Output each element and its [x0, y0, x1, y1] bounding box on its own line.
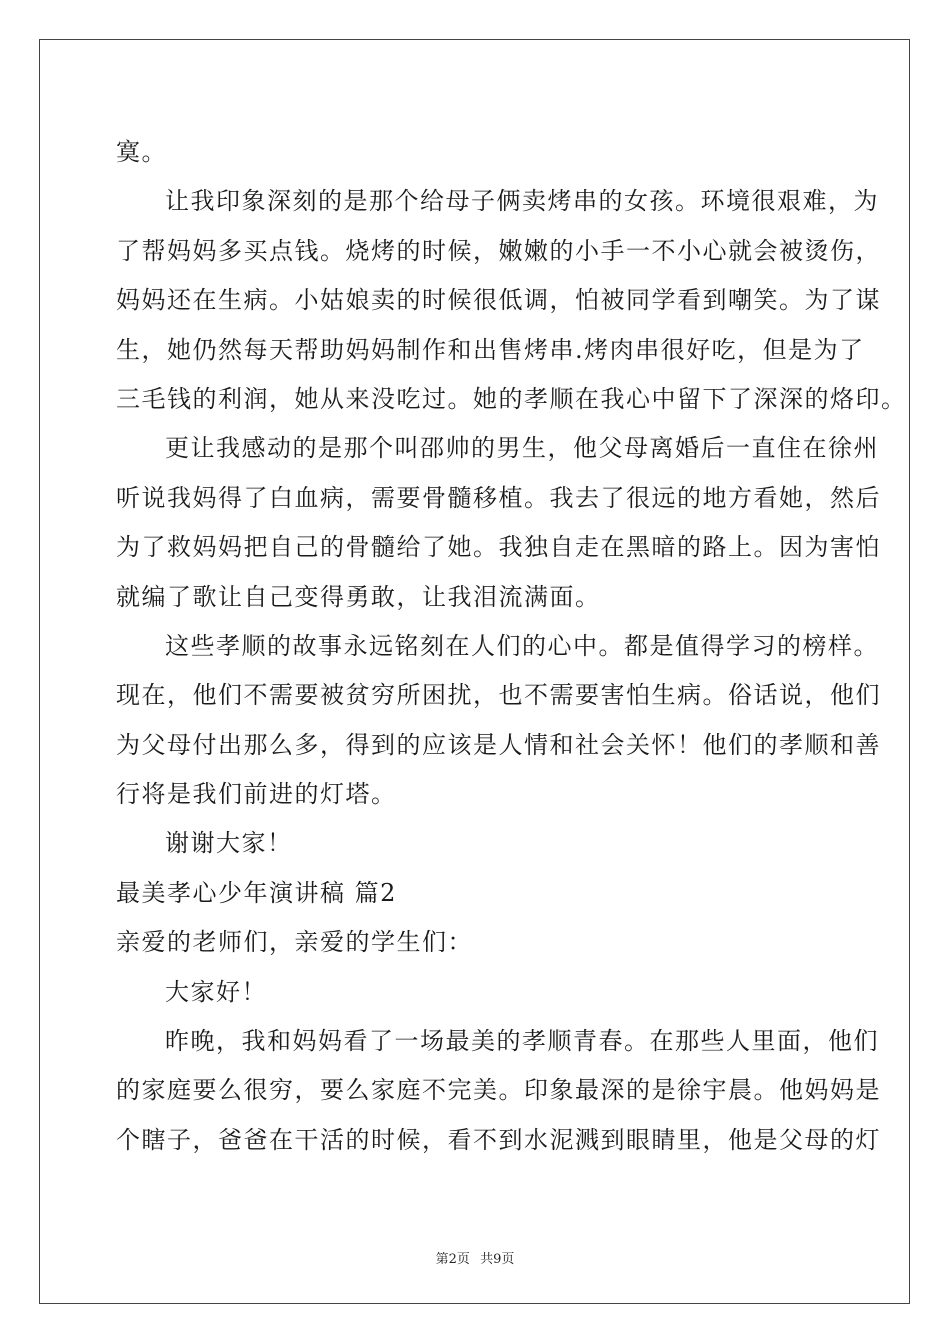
- text-line: 听说我妈得了白血病，需要骨髓移植。我去了很远的地方看她，然后: [116, 483, 881, 512]
- text-line: 个瞎子，爸爸在干活的时候，看不到水泥溅到眼睛里，他是父母的灯: [116, 1125, 881, 1154]
- text-line: 行将是我们前进的灯塔。: [116, 780, 397, 809]
- text-line: 寞。: [116, 138, 167, 166]
- page-footer: [0, 1248, 950, 1267]
- text-line: 了帮妈妈多买点钱。烧烤的时候，嫩嫩的小手一不小心就会被烫伤，: [116, 236, 881, 265]
- text-line: 更让我感动的是那个叫邵帅的男生，他父母离婚后一直住在徐州: [165, 434, 879, 463]
- text-line: 妈妈还在生病。小姑娘卖的时候很低调，怕被同学看到嘲笑。为了谋: [116, 286, 881, 315]
- text-line: 就编了歌让自己变得勇敢，让我泪流满面。: [116, 582, 601, 611]
- text-line: 生，她仍然每天帮助妈妈制作和出售烤串.烤肉串很好吃，但是为了: [116, 335, 865, 364]
- text-line: 昨晚，我和妈妈看了一场最美的孝顺青春。在那些人里面，他们: [165, 1027, 879, 1056]
- salutation: 亲爱的老师们，亲爱的学生们：: [116, 928, 473, 957]
- text-line: 为父母付出那么多，得到的应该是人情和社会关怀！他们的孝顺和善: [116, 730, 881, 759]
- text-line: 三毛钱的利润，她从来没吃过。她的孝顺在我心中留下了深深的烙印。: [116, 384, 907, 413]
- section-heading: 最美孝心少年演讲稿 篇2: [116, 878, 397, 907]
- page-number: 第2页: [435, 1252, 470, 1267]
- text-line: 现在，他们不需要被贫穷所困扰，也不需要害怕生病。俗话说，他们: [116, 681, 881, 710]
- text-line: 谢谢大家！: [165, 829, 293, 858]
- greeting: 大家好！: [165, 977, 267, 1006]
- page-total: 共9页: [480, 1252, 515, 1267]
- text-line: 的家庭要么很穷，要么家庭不完美。印象最深的是徐宇晨。他妈妈是: [116, 1076, 881, 1105]
- text-line: 为了救妈妈把自己的骨髓给了她。我独自走在黑暗的路上。因为害怕: [116, 533, 881, 562]
- text-line: 让我印象深刻的是那个给母子俩卖烤串的女孩。环境很艰难，为: [165, 187, 879, 216]
- document-body: [116, 128, 907, 1165]
- text-line: 这些孝顺的故事永远铭刻在人们的心中。都是值得学习的榜样。: [165, 631, 879, 660]
